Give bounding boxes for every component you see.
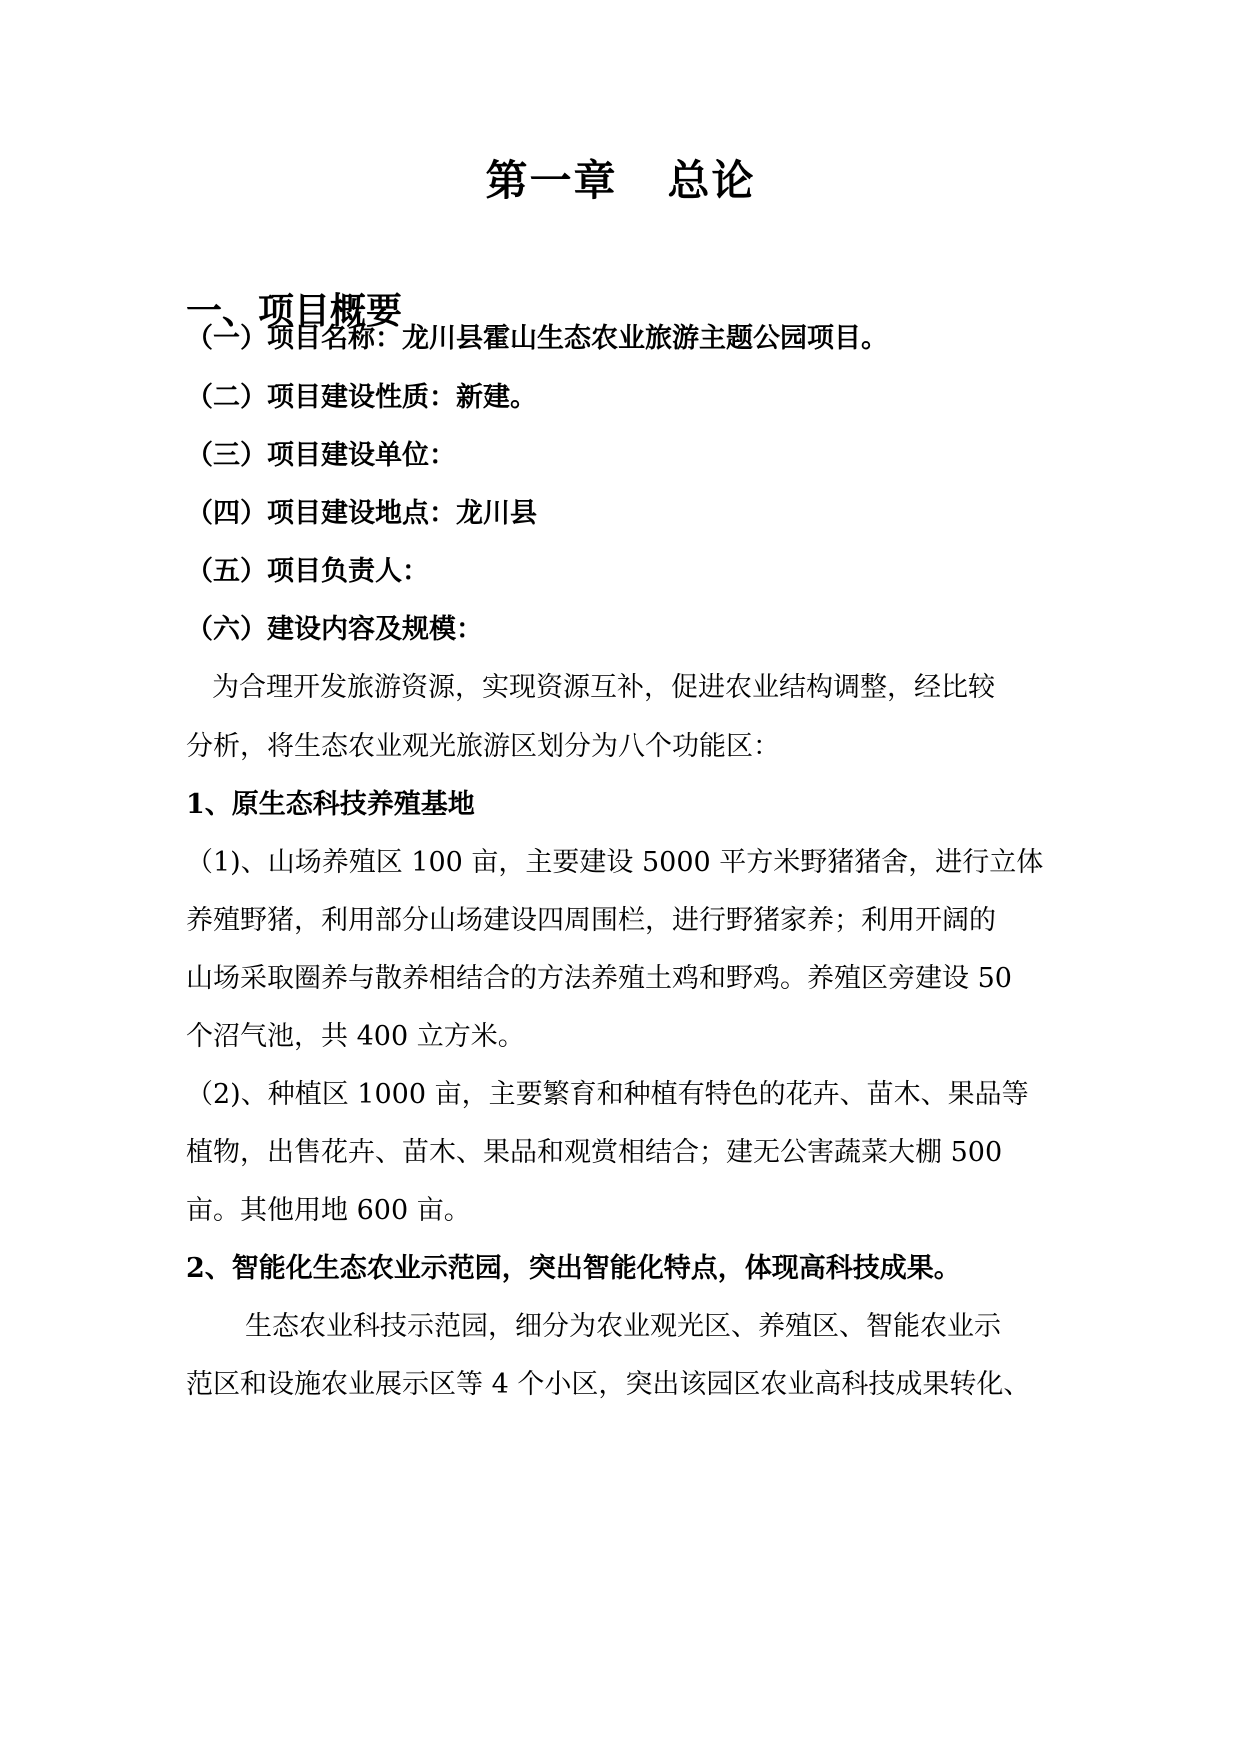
intro-line: 分析，将生态农业观光旅游区划分为八个功能区： [186,731,780,762]
item-1-line: 个沼气池，共 400 立方米。 [186,1021,525,1052]
item-1-line: （1)、山场养殖区 100 亩，主要建设 5000 平方米野猪猪舍，进行立体 [186,847,1044,878]
paragraph-line: 生态农业科技示范园，细分为农业观光区、养殖区、智能农业示 [245,1311,1001,1342]
chapter-number: 第一章 [485,156,618,205]
chapter-name: 总论 [667,156,756,205]
section-title: 一、项目概要 [186,290,403,332]
overview-item-manager: （五）项目负责人： [186,556,429,587]
overview-item-location: （四）项目建设地点：龙川县 [186,498,537,529]
overview-item-scope: （六）建设内容及规模： [186,614,483,645]
overview-item-nature: （二）项目建设性质：新建。 [186,382,537,413]
item-2-line: 亩。其他用地 600 亩。 [186,1195,471,1226]
overview-item-unit: （三）项目建设单位： [186,440,456,471]
item-2-line: （2)、种植区 1000 亩，主要繁育和种植有特色的花卉、苗木、果品等 [186,1079,1029,1110]
overview-item-name: （一）项目名称：龙川县霍山生态农业旅游主题公园项目。 [186,323,888,354]
item-1-line: 养殖野猪，利用部分山场建设四周围栏，进行野猪家养；利用开阔的 [186,905,996,936]
subsection-heading-1: 1、原生态科技养殖基地 [186,789,475,820]
chapter-title [0,152,1241,210]
item-2-line: 植物，出售花卉、苗木、果品和观赏相结合；建无公害蔬菜大棚 500 [186,1137,1003,1168]
item-1-line: 山场采取圈养与散养相结合的方法养殖土鸡和野鸡。养殖区旁建设 50 [186,963,1012,994]
subsection-heading-2: 2、智能化生态农业示范园，突出智能化特点，体现高科技成果。 [186,1253,961,1284]
paragraph-line: 范区和设施农业展示区等 4 个小区，突出该园区农业高科技成果转化、 [186,1369,1031,1400]
intro-line: 为合理开发旅游资源，实现资源互补，促进农业结构调整，经比较 [212,672,995,703]
